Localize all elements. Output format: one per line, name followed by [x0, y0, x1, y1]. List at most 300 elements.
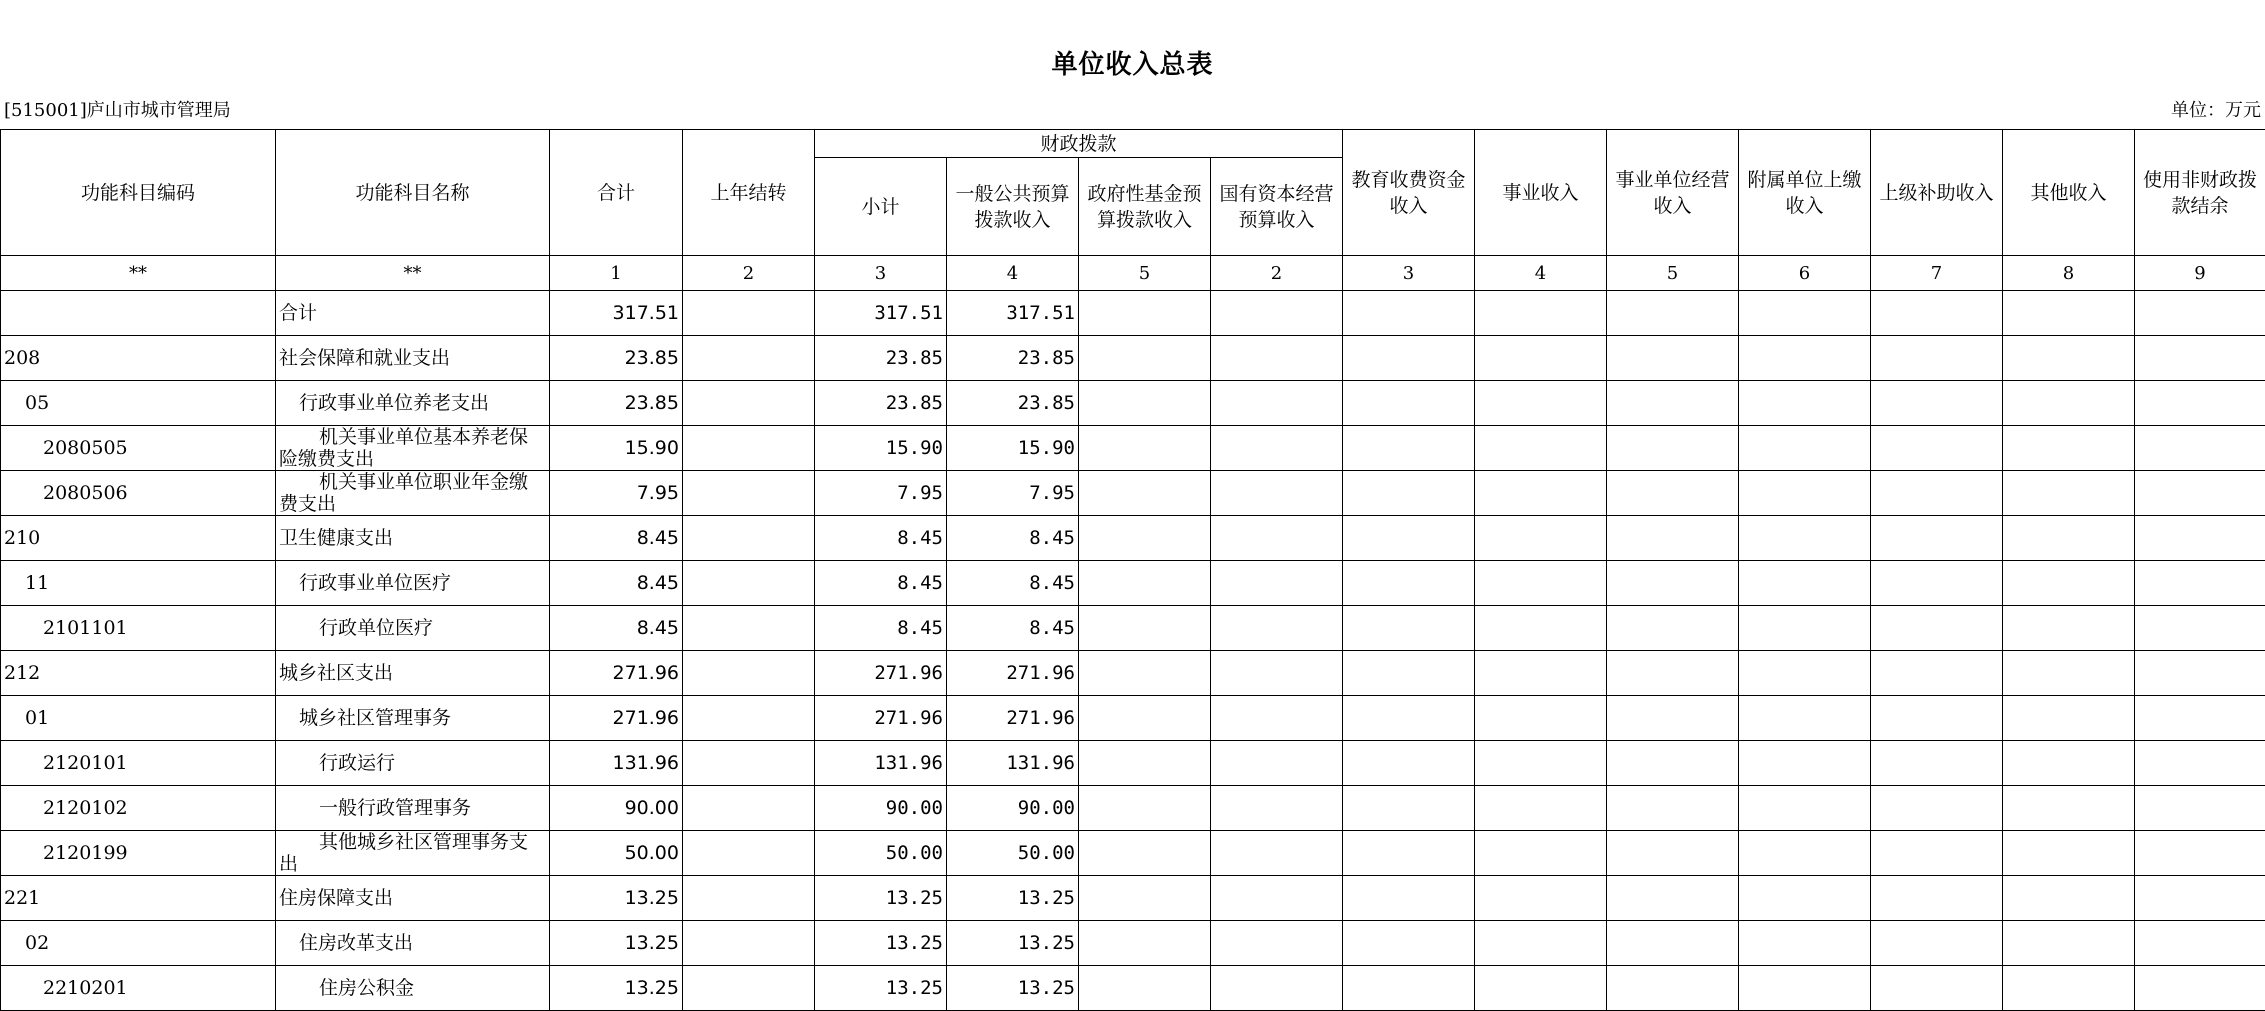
subtotal-cell: 8.45	[815, 516, 947, 561]
empty-cell	[1607, 741, 1739, 786]
empty-cell	[1079, 606, 1211, 651]
empty-cell	[1475, 651, 1607, 696]
prev-carry-cell	[683, 561, 815, 606]
empty-cell	[1475, 741, 1607, 786]
function-name-text: 一般行政管理事务	[279, 797, 546, 819]
total-cell: 8.45	[550, 561, 683, 606]
subtotal-cell: 7.95	[815, 471, 947, 516]
empty-cell	[1739, 291, 1871, 336]
column-number-cell: 4	[1475, 256, 1607, 291]
empty-cell	[1739, 381, 1871, 426]
function-name-cell	[276, 606, 550, 651]
empty-cell	[1739, 831, 1871, 876]
column-number-cell: 3	[1343, 256, 1475, 291]
empty-cell	[1079, 426, 1211, 471]
function-name-cell	[276, 741, 550, 786]
page-title: 单位收入总表	[0, 44, 2265, 81]
column-number-cell: 8	[2003, 256, 2135, 291]
general-budget-cell: 15.90	[947, 426, 1079, 471]
function-name-text: 行政事业单位医疗	[279, 572, 546, 594]
function-name-cell	[276, 561, 550, 606]
empty-cell	[1871, 381, 2003, 426]
empty-cell	[1079, 876, 1211, 921]
empty-cell	[1607, 606, 1739, 651]
empty-cell	[1607, 651, 1739, 696]
total-cell: 15.90	[550, 426, 683, 471]
empty-cell	[2003, 381, 2135, 426]
empty-cell	[1475, 606, 1607, 651]
empty-cell	[1871, 966, 2003, 1011]
empty-cell	[1079, 651, 1211, 696]
empty-cell	[1871, 291, 2003, 336]
column-number-cell: **	[276, 256, 550, 291]
function-name-cell	[276, 921, 550, 966]
empty-cell	[2003, 336, 2135, 381]
prev-carry-cell	[683, 381, 815, 426]
table-row	[1, 651, 2265, 696]
subtotal-cell: 13.25	[815, 876, 947, 921]
header-edu-fee: 教育收费资金收入	[1343, 130, 1475, 256]
general-budget-cell: 271.96	[947, 696, 1079, 741]
function-name-cell	[276, 831, 550, 876]
function-code-cell: 2120101	[1, 741, 276, 786]
table-row	[1, 696, 2265, 741]
function-name-cell	[276, 381, 550, 426]
empty-cell	[1079, 291, 1211, 336]
empty-cell	[1343, 876, 1475, 921]
empty-cell	[1607, 831, 1739, 876]
table-row	[1, 876, 2265, 921]
prev-carry-cell	[683, 651, 815, 696]
subtotal-cell: 317.51	[815, 291, 947, 336]
empty-cell	[1079, 336, 1211, 381]
empty-cell	[2003, 966, 2135, 1011]
header-subtotal: 小计	[815, 158, 947, 256]
empty-cell	[2003, 876, 2135, 921]
empty-cell	[2003, 291, 2135, 336]
function-code-cell: 2101101	[1, 606, 276, 651]
function-name-cell	[276, 426, 550, 471]
empty-cell	[1343, 426, 1475, 471]
total-cell: 13.25	[550, 966, 683, 1011]
empty-cell	[1739, 741, 1871, 786]
table-row	[1, 831, 2265, 876]
prev-carry-cell	[683, 426, 815, 471]
empty-cell	[1079, 471, 1211, 516]
total-cell: 23.85	[550, 336, 683, 381]
empty-cell	[2135, 516, 2265, 561]
header-prev-carry: 上年结转	[683, 130, 815, 256]
empty-cell	[1871, 561, 2003, 606]
function-name-text: 城乡社区支出	[279, 662, 546, 684]
empty-cell	[1343, 516, 1475, 561]
header-state-capital: 国有资本经营预算收入	[1211, 158, 1343, 256]
empty-cell	[1343, 921, 1475, 966]
function-code-cell: 2210201	[1, 966, 276, 1011]
empty-cell	[2003, 516, 2135, 561]
table-row	[1, 471, 2265, 516]
empty-cell	[1607, 471, 1739, 516]
empty-cell	[1607, 381, 1739, 426]
function-name-cell	[276, 291, 550, 336]
empty-cell	[1079, 516, 1211, 561]
empty-cell	[1871, 426, 2003, 471]
function-name-cell	[276, 786, 550, 831]
prev-carry-cell	[683, 291, 815, 336]
empty-cell	[1739, 786, 1871, 831]
empty-cell	[1343, 651, 1475, 696]
empty-cell	[1211, 876, 1343, 921]
function-name-cell	[276, 336, 550, 381]
empty-cell	[1607, 516, 1739, 561]
empty-cell	[1475, 876, 1607, 921]
empty-cell	[1211, 471, 1343, 516]
empty-cell	[2135, 786, 2265, 831]
empty-cell	[1739, 336, 1871, 381]
function-code-cell: 2080505	[1, 426, 276, 471]
empty-cell	[1211, 786, 1343, 831]
empty-cell	[1079, 741, 1211, 786]
general-budget-cell: 23.85	[947, 336, 1079, 381]
header-other-income: 其他收入	[2003, 130, 2135, 256]
empty-cell	[2135, 606, 2265, 651]
column-number-cell: 4	[947, 256, 1079, 291]
empty-cell	[1475, 831, 1607, 876]
empty-cell	[1871, 876, 2003, 921]
empty-cell	[1871, 696, 2003, 741]
empty-cell	[1607, 561, 1739, 606]
empty-cell	[1475, 291, 1607, 336]
subtotal-cell: 8.45	[815, 606, 947, 651]
subtotal-cell: 15.90	[815, 426, 947, 471]
empty-cell	[1607, 966, 1739, 1011]
general-budget-cell: 317.51	[947, 291, 1079, 336]
column-number-cell: 2	[1211, 256, 1343, 291]
empty-cell	[1343, 561, 1475, 606]
subtotal-cell: 13.25	[815, 921, 947, 966]
table-row	[1, 966, 2265, 1011]
empty-cell	[2003, 696, 2135, 741]
empty-cell	[1739, 471, 1871, 516]
income-summary-table	[0, 129, 2265, 1011]
prev-carry-cell	[683, 921, 815, 966]
column-number-cell: 5	[1607, 256, 1739, 291]
function-name-cell	[276, 516, 550, 561]
column-number-cell: 5	[1079, 256, 1211, 291]
empty-cell	[1607, 426, 1739, 471]
empty-cell	[1211, 921, 1343, 966]
prev-carry-cell	[683, 786, 815, 831]
empty-cell	[1475, 381, 1607, 426]
column-number-cell: 2	[683, 256, 815, 291]
function-name-cell	[276, 876, 550, 921]
empty-cell	[2135, 561, 2265, 606]
empty-cell	[1607, 336, 1739, 381]
empty-cell	[2003, 786, 2135, 831]
total-cell: 23.85	[550, 381, 683, 426]
prev-carry-cell	[683, 516, 815, 561]
function-name-text: 住房保障支出	[279, 887, 546, 909]
empty-cell	[1211, 516, 1343, 561]
unit-label: 单位：万元	[2171, 96, 2261, 122]
function-name-text: 其他城乡社区管理事务支出	[279, 831, 546, 875]
header-total: 合计	[550, 130, 683, 256]
empty-cell	[1211, 381, 1343, 426]
total-cell: 131.96	[550, 741, 683, 786]
empty-cell	[1739, 516, 1871, 561]
empty-cell	[1871, 651, 2003, 696]
empty-cell	[1739, 966, 1871, 1011]
empty-cell	[2135, 426, 2265, 471]
general-budget-cell: 131.96	[947, 741, 1079, 786]
empty-cell	[2135, 381, 2265, 426]
empty-cell	[1739, 921, 1871, 966]
header-general-budget: 一般公共预算拨款收入	[947, 158, 1079, 256]
empty-cell	[1211, 966, 1343, 1011]
empty-cell	[1079, 381, 1211, 426]
column-number-cell: 7	[1871, 256, 2003, 291]
empty-cell	[1739, 696, 1871, 741]
empty-cell	[2003, 741, 2135, 786]
empty-cell	[1343, 831, 1475, 876]
empty-cell	[1607, 876, 1739, 921]
empty-cell	[1475, 921, 1607, 966]
subtotal-cell: 271.96	[815, 696, 947, 741]
empty-cell	[2135, 291, 2265, 336]
function-name-cell	[276, 696, 550, 741]
function-name-text: 机关事业单位职业年金缴费支出	[279, 471, 546, 515]
column-number-cell: 3	[815, 256, 947, 291]
function-code-cell: 2120102	[1, 786, 276, 831]
empty-cell	[1211, 831, 1343, 876]
empty-cell	[1871, 921, 2003, 966]
general-budget-cell: 90.00	[947, 786, 1079, 831]
column-number-cell: 1	[550, 256, 683, 291]
function-code-cell: 2080506	[1, 471, 276, 516]
empty-cell	[1343, 381, 1475, 426]
general-budget-cell: 8.45	[947, 516, 1079, 561]
empty-cell	[1079, 696, 1211, 741]
subtotal-cell: 271.96	[815, 651, 947, 696]
empty-cell	[1739, 876, 1871, 921]
prev-carry-cell	[683, 741, 815, 786]
total-cell: 7.95	[550, 471, 683, 516]
unit-name: [515001]庐山市城市管理局	[4, 96, 231, 122]
header-name: 功能科目名称	[276, 130, 550, 256]
column-number-cell: **	[1, 256, 276, 291]
empty-cell	[1475, 426, 1607, 471]
column-number-cell: 6	[1739, 256, 1871, 291]
function-code-cell: 221	[1, 876, 276, 921]
total-cell: 271.96	[550, 696, 683, 741]
subtotal-cell: 8.45	[815, 561, 947, 606]
subtotal-cell: 23.85	[815, 336, 947, 381]
table-row	[1, 426, 2265, 471]
header-gov-fund: 政府性基金预算拨款收入	[1079, 158, 1211, 256]
header-superior-subsidy: 上级补助收入	[1871, 130, 2003, 256]
empty-cell	[1475, 336, 1607, 381]
empty-cell	[1211, 426, 1343, 471]
table-row	[1, 561, 2265, 606]
prev-carry-cell	[683, 966, 815, 1011]
empty-cell	[2135, 651, 2265, 696]
empty-cell	[1343, 966, 1475, 1011]
function-code-cell	[1, 291, 276, 336]
general-budget-cell: 13.25	[947, 966, 1079, 1011]
function-name-cell	[276, 966, 550, 1011]
function-name-text: 行政单位医疗	[279, 617, 546, 639]
table-row	[1, 921, 2265, 966]
empty-cell	[1079, 786, 1211, 831]
subtotal-cell: 50.00	[815, 831, 947, 876]
prev-carry-cell	[683, 876, 815, 921]
table-row	[1, 786, 2265, 831]
function-name-text: 合计	[279, 302, 546, 324]
general-budget-cell: 13.25	[947, 876, 1079, 921]
table-row	[1, 606, 2265, 651]
function-name-text: 行政运行	[279, 752, 546, 774]
total-cell: 13.25	[550, 876, 683, 921]
empty-cell	[1871, 516, 2003, 561]
empty-cell	[1607, 696, 1739, 741]
empty-cell	[1871, 606, 2003, 651]
header-affiliated: 附属单位上缴收入	[1739, 130, 1871, 256]
subtotal-cell: 131.96	[815, 741, 947, 786]
total-cell: 8.45	[550, 516, 683, 561]
total-cell: 317.51	[550, 291, 683, 336]
general-budget-cell: 8.45	[947, 606, 1079, 651]
empty-cell	[1475, 786, 1607, 831]
column-number-cell: 9	[2135, 256, 2265, 291]
empty-cell	[2135, 696, 2265, 741]
empty-cell	[2135, 876, 2265, 921]
function-code-cell: 05	[1, 381, 276, 426]
prev-carry-cell	[683, 696, 815, 741]
empty-cell	[1211, 696, 1343, 741]
empty-cell	[1739, 426, 1871, 471]
subtotal-cell: 23.85	[815, 381, 947, 426]
empty-cell	[1607, 786, 1739, 831]
empty-cell	[1343, 336, 1475, 381]
empty-cell	[1871, 786, 2003, 831]
empty-cell	[2003, 606, 2135, 651]
function-name-text: 行政事业单位养老支出	[279, 392, 546, 414]
empty-cell	[2135, 921, 2265, 966]
function-code-cell: 2120199	[1, 831, 276, 876]
header-code: 功能科目编码	[1, 130, 276, 256]
empty-cell	[1079, 921, 1211, 966]
header-non-fiscal-balance: 使用非财政拨款结余	[2135, 130, 2265, 256]
empty-cell	[1211, 741, 1343, 786]
empty-cell	[1211, 606, 1343, 651]
total-cell: 50.00	[550, 831, 683, 876]
empty-cell	[1607, 921, 1739, 966]
function-name-text: 住房公积金	[279, 977, 546, 999]
empty-cell	[1871, 831, 2003, 876]
empty-cell	[1343, 786, 1475, 831]
prev-carry-cell	[683, 831, 815, 876]
total-cell: 13.25	[550, 921, 683, 966]
general-budget-cell: 271.96	[947, 651, 1079, 696]
general-budget-cell: 13.25	[947, 921, 1079, 966]
general-budget-cell: 23.85	[947, 381, 1079, 426]
empty-cell	[1211, 336, 1343, 381]
column-number-row	[1, 256, 2265, 291]
empty-cell	[1343, 471, 1475, 516]
empty-cell	[1475, 561, 1607, 606]
empty-cell	[1343, 291, 1475, 336]
empty-cell	[1871, 336, 2003, 381]
empty-cell	[1343, 741, 1475, 786]
table-row	[1, 381, 2265, 426]
function-code-cell: 208	[1, 336, 276, 381]
empty-cell	[2135, 471, 2265, 516]
function-name-cell	[276, 471, 550, 516]
function-code-cell: 210	[1, 516, 276, 561]
empty-cell	[1739, 561, 1871, 606]
empty-cell	[1079, 831, 1211, 876]
empty-cell	[1475, 696, 1607, 741]
prev-carry-cell	[683, 471, 815, 516]
header-business-income: 事业收入	[1475, 130, 1607, 256]
header-operating-income: 事业单位经营收入	[1607, 130, 1739, 256]
empty-cell	[2135, 741, 2265, 786]
empty-cell	[2003, 426, 2135, 471]
function-name-text: 住房改革支出	[279, 932, 546, 954]
function-name-text: 社会保障和就业支出	[279, 347, 546, 369]
empty-cell	[1739, 651, 1871, 696]
empty-cell	[2003, 471, 2135, 516]
empty-cell	[2135, 831, 2265, 876]
general-budget-cell: 7.95	[947, 471, 1079, 516]
table-body	[1, 256, 2265, 1011]
subtotal-cell: 90.00	[815, 786, 947, 831]
total-cell: 271.96	[550, 651, 683, 696]
empty-cell	[1211, 291, 1343, 336]
empty-cell	[1079, 561, 1211, 606]
empty-cell	[2135, 966, 2265, 1011]
empty-cell	[1343, 606, 1475, 651]
empty-cell	[1343, 696, 1475, 741]
general-budget-cell: 50.00	[947, 831, 1079, 876]
subtotal-cell: 13.25	[815, 966, 947, 1011]
table-row	[1, 336, 2265, 381]
prev-carry-cell	[683, 336, 815, 381]
empty-cell	[2003, 561, 2135, 606]
function-name-text: 卫生健康支出	[279, 527, 546, 549]
table-row	[1, 291, 2265, 336]
empty-cell	[1739, 606, 1871, 651]
function-name-cell	[276, 651, 550, 696]
empty-cell	[2003, 921, 2135, 966]
empty-cell	[2135, 336, 2265, 381]
total-cell: 8.45	[550, 606, 683, 651]
general-budget-cell: 8.45	[947, 561, 1079, 606]
function-code-cell: 11	[1, 561, 276, 606]
empty-cell	[1475, 471, 1607, 516]
prev-carry-cell	[683, 606, 815, 651]
function-code-cell: 01	[1, 696, 276, 741]
empty-cell	[1079, 966, 1211, 1011]
table-row	[1, 516, 2265, 561]
empty-cell	[1871, 741, 2003, 786]
empty-cell	[2003, 651, 2135, 696]
empty-cell	[1607, 291, 1739, 336]
empty-cell	[1211, 561, 1343, 606]
empty-cell	[2003, 831, 2135, 876]
total-cell: 90.00	[550, 786, 683, 831]
function-code-cell: 02	[1, 921, 276, 966]
